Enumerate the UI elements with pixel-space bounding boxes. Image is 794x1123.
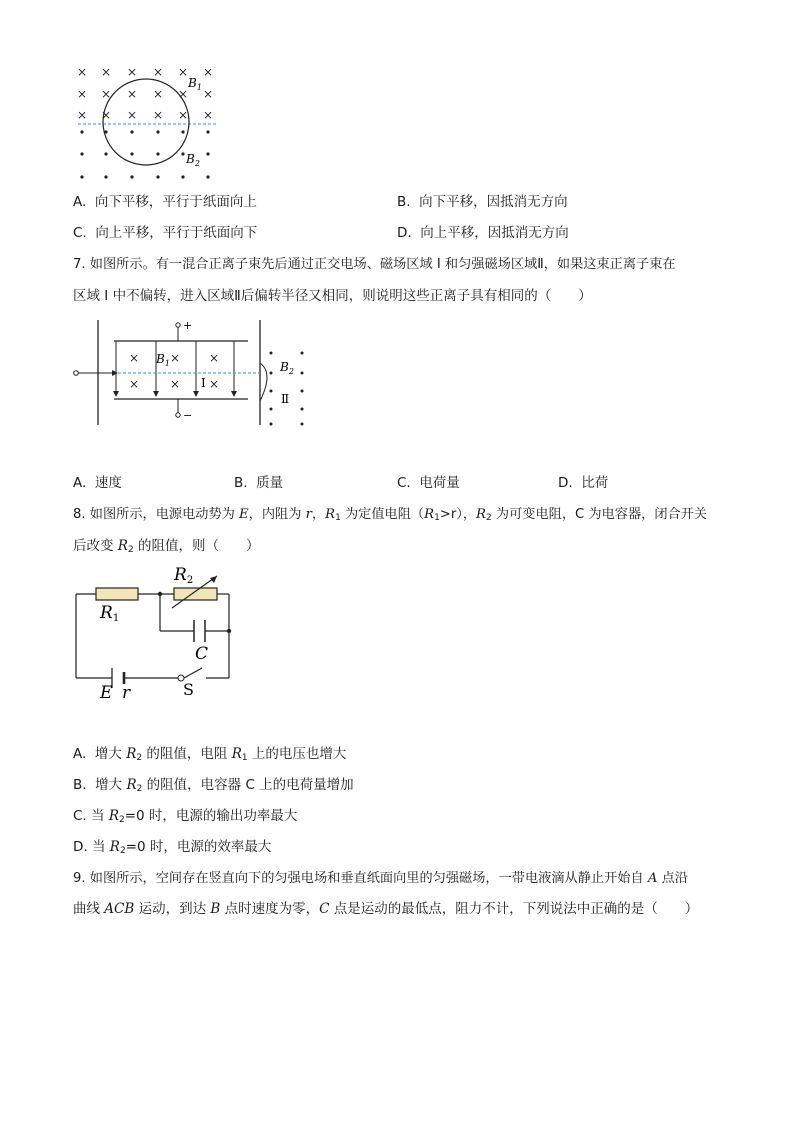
svg-text:×: × [177,65,189,79]
label-region-1: I [201,376,206,390]
x-marks [77,65,213,122]
label-b2-q7: $B_2$ [280,360,294,376]
q8-stem-line2: 后改变 $R_2$ 的阻值，则（ ） [73,538,260,555]
label-r: r [122,683,131,702]
label-b1-q7: $B_1$ [156,352,170,368]
q9-stem-line1: 9. 如图所示，空间存在竖直向下的匀强电场和垂直纸面向里的匀强磁场，一带电液滴从静止开始自 A 点沿 [73,871,688,886]
q9-stem-line2: 曲线 ACB 运动，到达 B 点时速度为零，C 点是运动的最低点，阻力不计，下列说法中正确的是（ ） [73,901,699,917]
resistor-r2 [174,588,217,600]
svg-text:×: × [177,87,189,101]
q6-option-b[interactable]: B. 向下平移，因抵消无方向 [397,194,568,210]
svg-text:×: × [100,108,112,122]
q6-option-a[interactable]: A. 向下平移，平行于纸面向上 [73,194,257,210]
svg-text:×: × [169,377,181,391]
label-b2: $B_2$ [186,152,200,168]
svg-text:×: × [100,65,112,79]
minus-sign: − [183,409,193,422]
svg-text:×: × [208,351,220,365]
svg-text:×: × [177,108,189,122]
q7-option-a[interactable]: A. 速度 [73,475,122,491]
q6-option-c[interactable]: C. 向上平移，平行于纸面向下 [73,225,258,241]
svg-text:×: × [152,87,164,101]
svg-text:×: × [100,87,112,101]
label-s: S [183,680,194,699]
svg-text:×: × [202,108,214,122]
figure-q7 [70,315,320,430]
label-b1: $B_1$ [188,76,202,92]
q8-option-b[interactable]: B. 增大 $R_2$ 的阻值，电容器 C 上的电荷量增加 [73,777,354,794]
svg-text:×: × [152,108,164,122]
coil-circle [100,79,189,165]
label-r2: R2 [174,565,194,586]
svg-text:×: × [126,108,138,122]
q6-option-d[interactable]: D. 向上平移，因抵消无方向 [397,225,569,241]
svg-text:×: × [169,351,181,365]
q7-option-d[interactable]: D. 比荷 [558,475,609,491]
label-c: C [195,644,209,664]
label-e: E [100,683,113,702]
svg-text:×: × [76,108,88,122]
q8-option-a[interactable]: A. 增大 $R_2$ 的阻值，电阻 $R_1$ 上的电压也增大 [73,746,347,763]
svg-text:×: × [128,351,140,365]
capacitor [194,620,205,642]
svg-text:×: × [128,377,140,391]
figure-q6 [70,60,230,185]
svg-text:×: × [126,65,138,79]
q8-option-c[interactable]: C. 当 $R_2=0$ 时，电源的输出功率最大 [73,808,298,825]
svg-text:×: × [152,65,164,79]
svg-text:×: × [202,65,214,79]
q8-option-d[interactable]: D. 当 $R_2=0$ 时，电源的效率最大 [73,839,272,856]
svg-text:×: × [208,377,220,391]
label-region-2: Ⅱ [281,392,290,406]
q8-stem-line1: 8. 如图所示，电源电动势为 E，内阻为 r，$R_1$ 为定值电阻$(R_1>r)$，$R_2$ 为可变电阻，C 为电容器，闭合开关 [73,507,708,523]
q7-stem-line1: 7. 如图所示。有一混合正离子束先后通过正交电场、磁场区域 I 和匀强磁场区域Ⅱ，如果这束正离子束在 [73,257,676,272]
q7-stem-line2: 区域 I 中不偏转，进入区域Ⅱ后偏转半径又相同，则说明这些正离子具有相同的（ ） [73,288,592,304]
svg-text:×: × [76,65,88,79]
plus-sign: + [183,319,193,332]
resistor-r1 [96,588,138,600]
q7-option-c[interactable]: C. 电荷量 [397,475,460,491]
q7-option-b[interactable]: B. 质量 [234,475,284,491]
label-r1: R1 [100,603,120,624]
svg-text:×: × [202,87,214,101]
svg-text:×: × [126,87,138,101]
svg-text:×: × [76,87,88,101]
figure-q8-circuit [70,562,245,702]
